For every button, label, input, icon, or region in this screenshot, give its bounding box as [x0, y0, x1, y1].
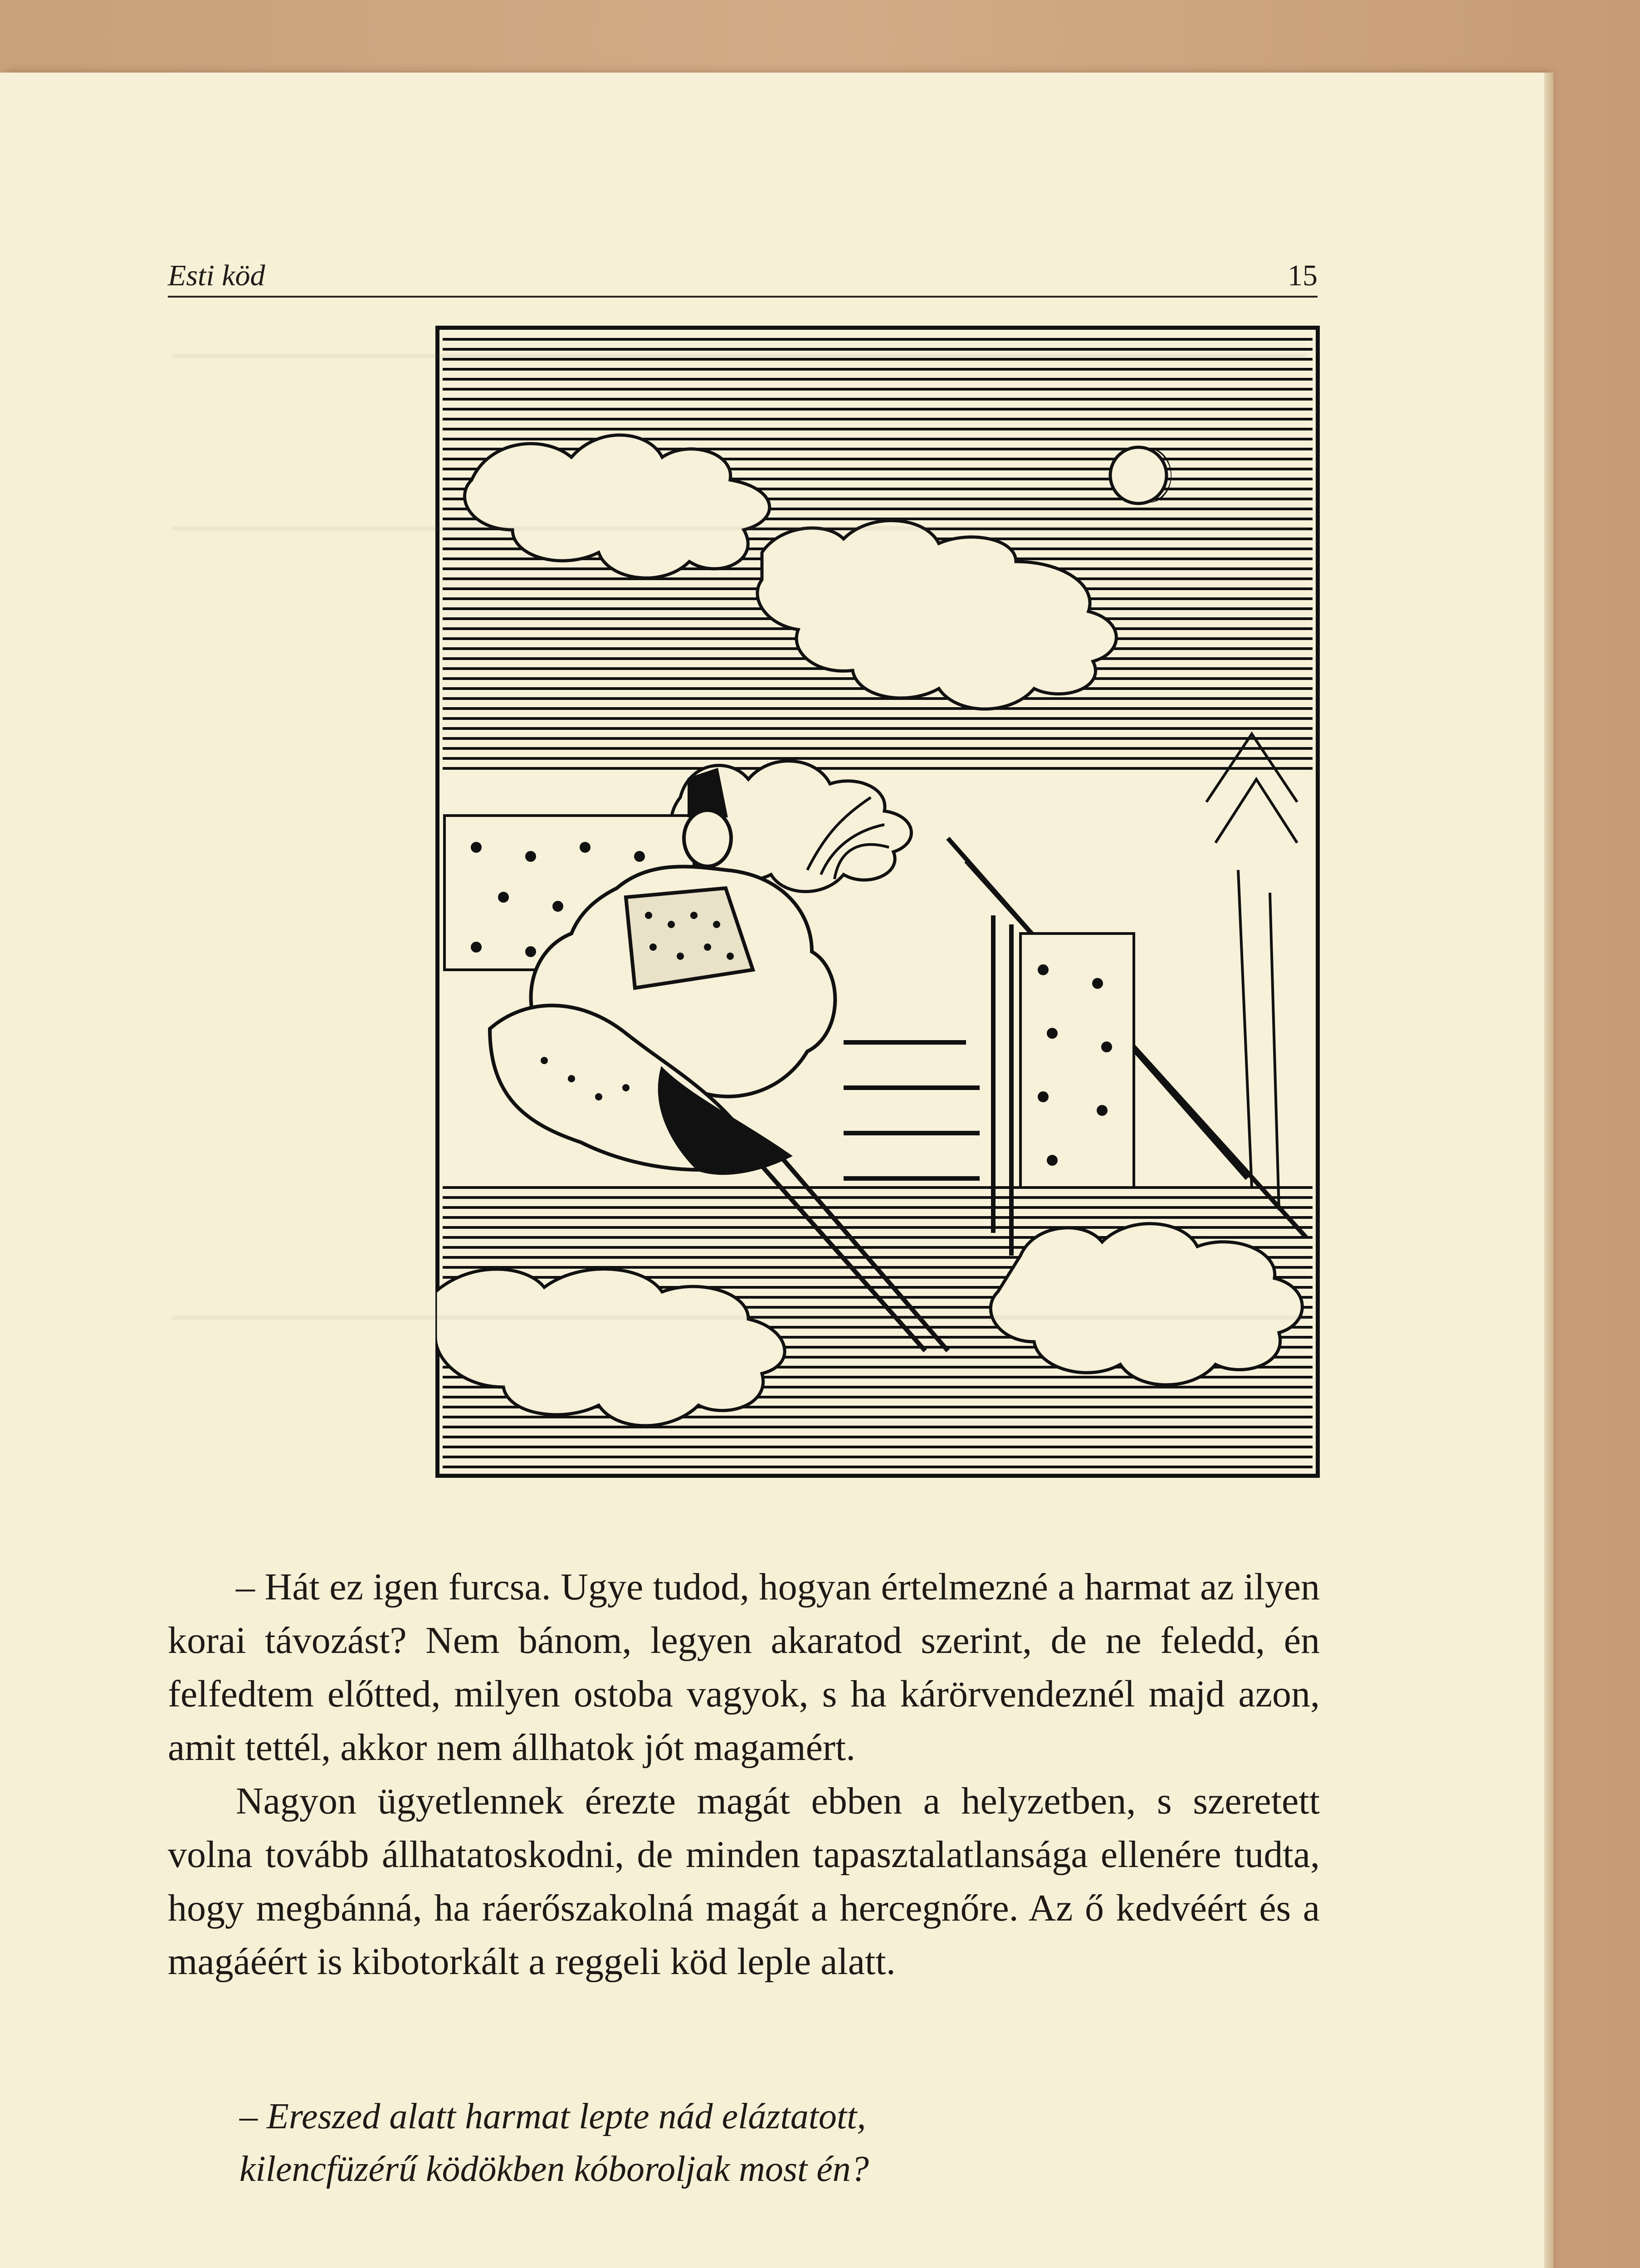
running-title: Esti köd — [168, 259, 265, 292]
woodblock-illustration — [435, 326, 1320, 1478]
paragraph: Nagyon ügyetlennek érezte magát ebben a helyzetben, s szeretett volna tovább állhatatoskodni, de minden tapasztalatlansága ellenére tudta, hogy megbánná, ha ráerőszakolná magát a hercegnőre. Az ő kedvéért és a magáéért is kibotorkált a reggeli köd leple alatt. — [168, 1780, 1320, 1983]
paragraph: – Hát ez igen furcsa. Ugye tudod, hogyan értelmezné a harmat az ilyen korai távozást? Nem bánom, legyen akaratod szerint, de ne feledd, én felfedtem előtted, milyen ostoba vagyok, s ha kárörvendeznél majd azon, amit tettél, akkor nem állhatok jót magamért. — [168, 1566, 1320, 1769]
body-text — [168, 1560, 1320, 1989]
poem-line: kilencfüzérű ködökben kóboroljak most én? — [239, 2149, 869, 2189]
poem-line: – Ereszed alatt harmat lepte nád eláztatott, — [239, 2097, 866, 2136]
bleed-through — [172, 1315, 1306, 1320]
bleed-through — [172, 354, 1306, 358]
page-number: 15 — [1288, 259, 1318, 292]
poem — [239, 2090, 1283, 2195]
running-header — [168, 254, 1318, 298]
bleed-through — [172, 526, 1306, 531]
page-edge — [1544, 73, 1553, 2268]
